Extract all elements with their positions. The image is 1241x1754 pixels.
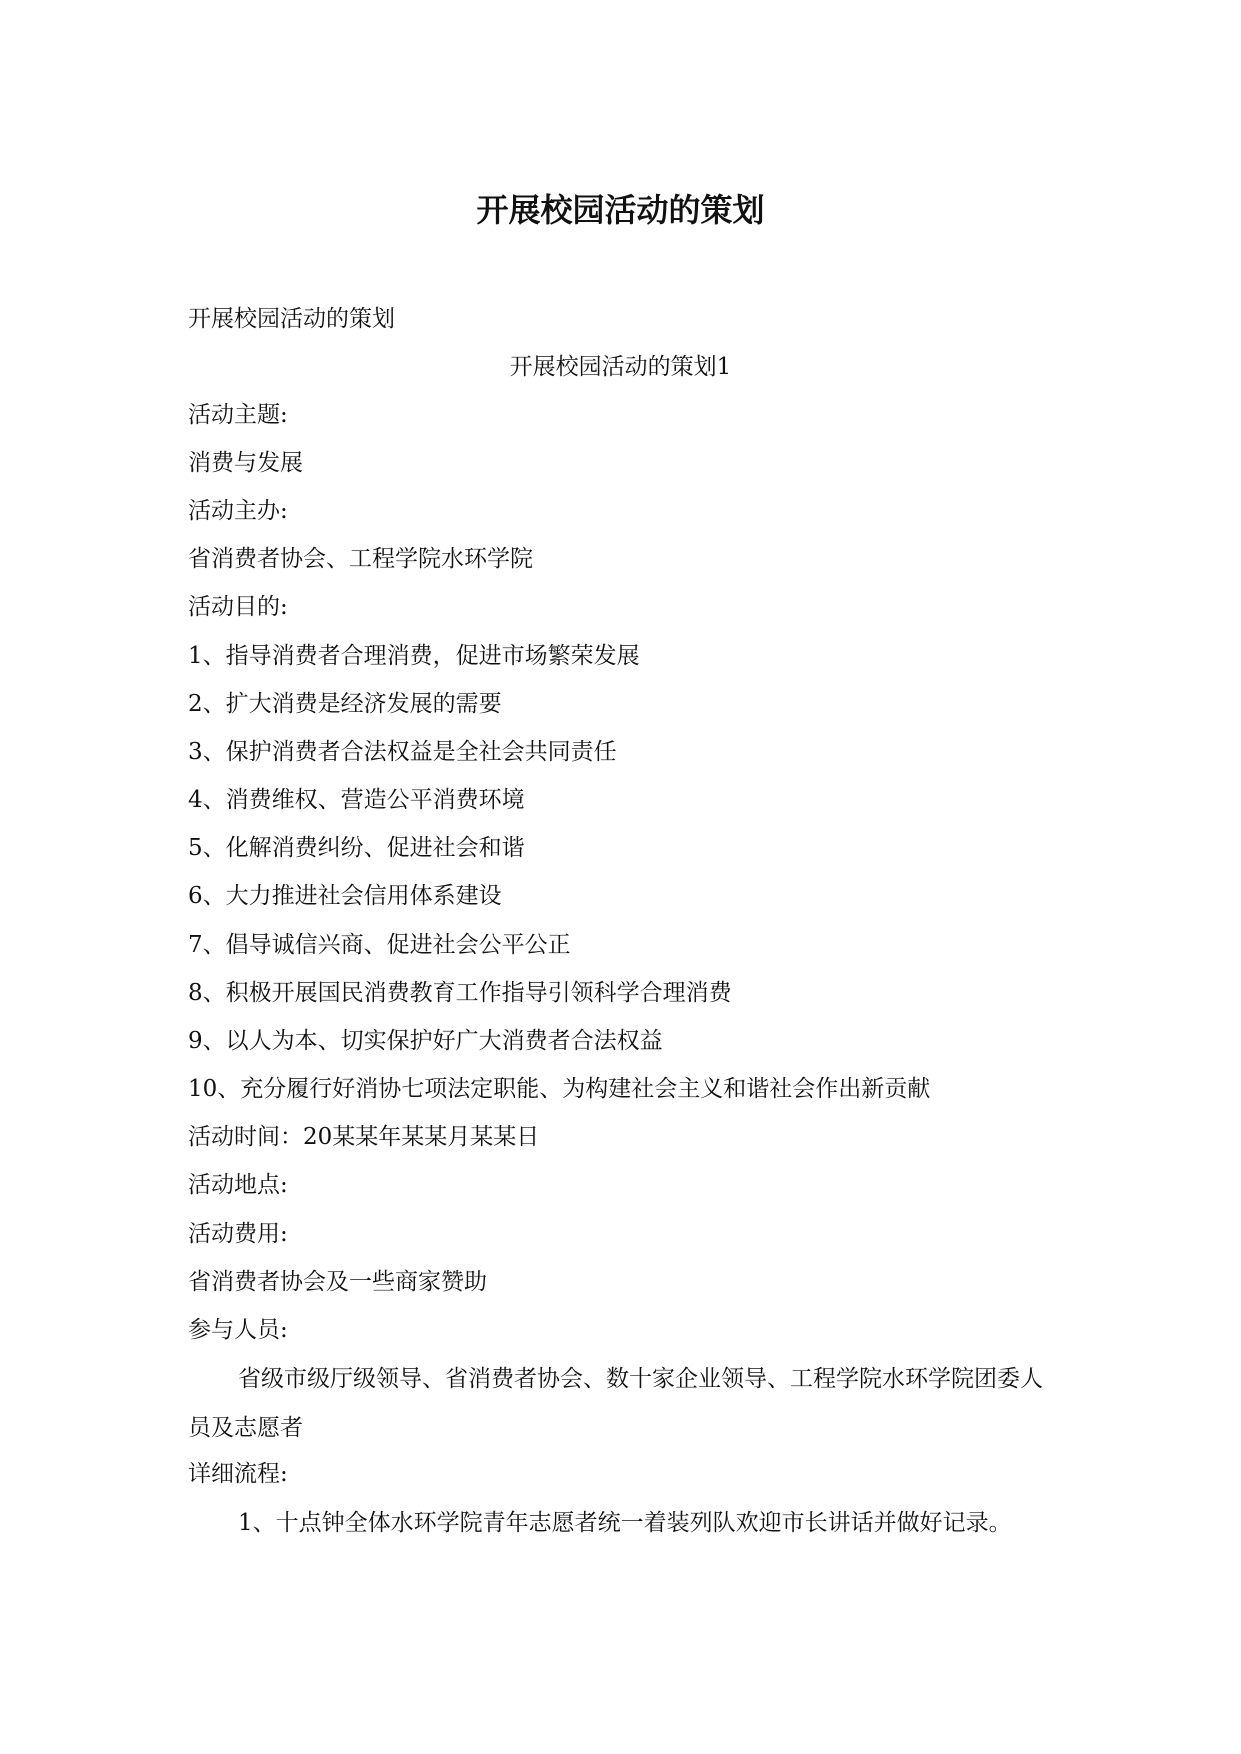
body-line: 消费与发展	[188, 450, 303, 476]
document-title: 开展校园活动的策划	[476, 191, 765, 229]
list-item: 6、大力推进社会信用体系建设	[188, 883, 502, 909]
body-line: 活动时间：20某某年某某月某某日	[188, 1124, 540, 1150]
body-line: 活动目的:	[188, 594, 288, 620]
section-heading: 开展校园活动的策划1	[509, 354, 732, 380]
list-item: 3、保护消费者合法权益是全社会共同责任	[188, 739, 617, 765]
body-line: 活动主题:	[188, 402, 288, 428]
list-item: 8、积极开展国民消费教育工作指导引领科学合理消费	[188, 980, 732, 1006]
body-line: 省消费者协会及一些商家赞助	[188, 1269, 487, 1295]
list-item: 2、扩大消费是经济发展的需要	[188, 691, 502, 717]
body-line: 参与人员:	[188, 1317, 288, 1343]
body-line: 详细流程:	[188, 1461, 288, 1487]
list-item: 10、充分履行好消协七项法定职能、为构建社会主义和谐社会作出新贡献	[188, 1076, 931, 1102]
body-line: 活动地点:	[188, 1172, 288, 1198]
body-line: 活动费用:	[188, 1221, 288, 1247]
list-item: 1、指导消费者合理消费，促进市场繁荣发展	[188, 643, 640, 669]
step-paragraph: 1、十点钟全体水环学院青年志愿者统一着装列队欢迎市长讲话并做好记录。	[238, 1510, 1012, 1536]
intro-line: 开展校园活动的策划	[188, 306, 395, 332]
list-item: 4、消费维权、营造公平消费环境	[188, 787, 525, 813]
body-line: 活动主办:	[188, 498, 288, 524]
list-item: 5、化解消费纠纷、促进社会和谐	[188, 835, 525, 861]
participants-paragraph: 省级市级厅级领导、省消费者协会、数十家企业领导、工程学院水环学院团委人员及志愿者	[188, 1366, 1043, 1441]
list-item: 9、以人为本、切实保护好广大消费者合法权益	[188, 1028, 663, 1054]
body-line: 省消费者协会、工程学院水环学院	[188, 546, 533, 572]
list-item: 7、倡导诚信兴商、促进社会公平公正	[188, 932, 571, 958]
